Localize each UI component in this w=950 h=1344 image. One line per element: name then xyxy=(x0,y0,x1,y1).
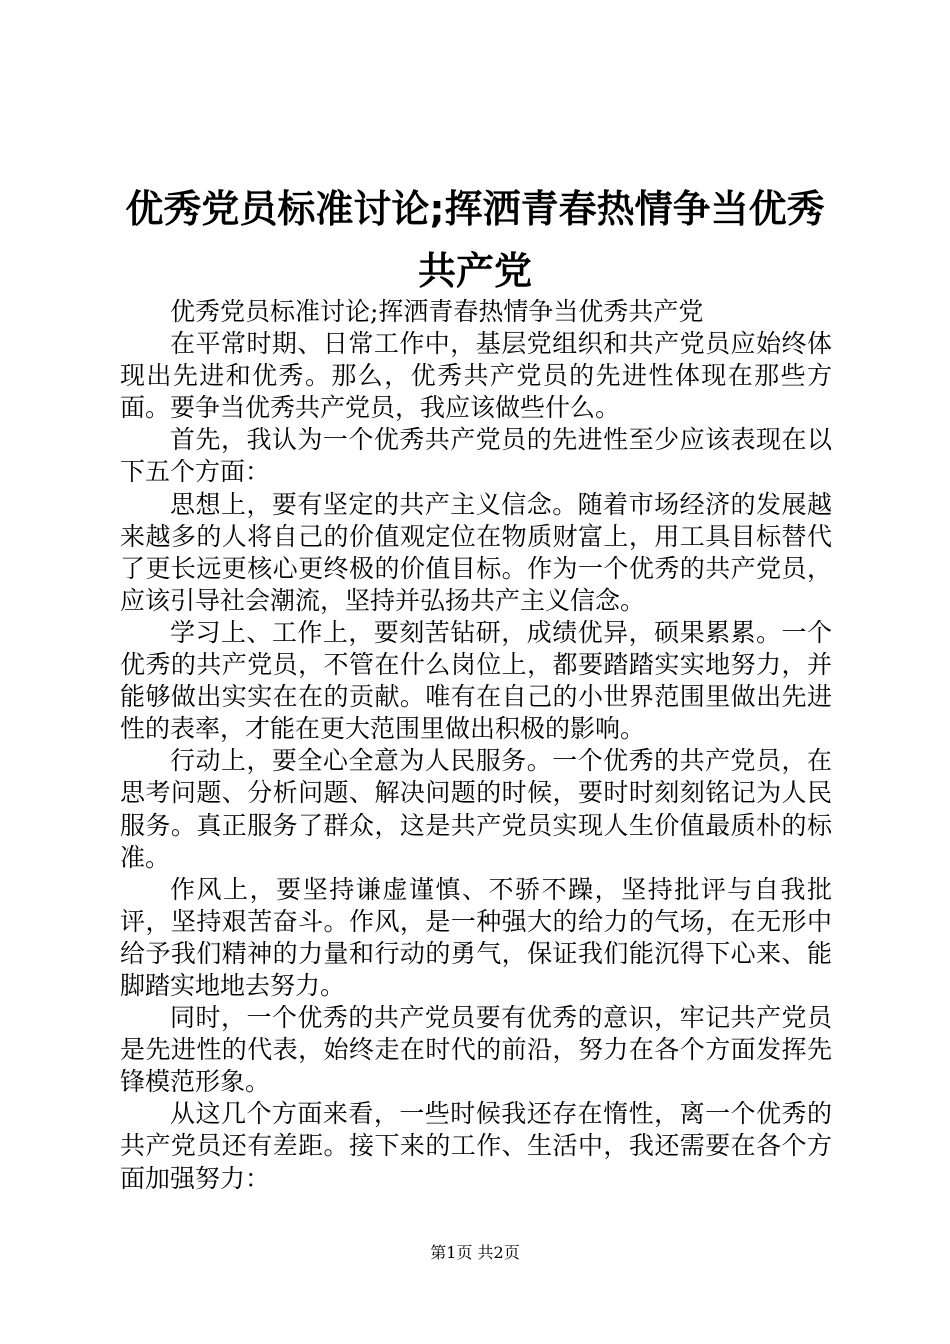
paragraph: 作风上，要坚持谦虚谨慎、不骄不躁，坚持批评与自我批评，坚持艰苦奋斗。作风，是一种强大的给力的气场，在无形中给予我们精神的力量和行动的勇气，保证我们能沉得下心来、能脚踏实地地去努力。 xyxy=(120,874,832,1000)
document-title: 优秀党员标准讨论;挥洒青春热情争当优秀共产党 xyxy=(125,187,825,293)
paragraph: 思想上，要有坚定的共产主义信念。随着市场经济的发展越来越多的人将自己的价值观定位在物质财富上，用工具目标替代了更长远更核心更终极的价值目标。作为一个优秀的共产党员，应该引导社会潮流，坚持并弘扬共产主义信念。 xyxy=(120,489,832,615)
paragraph: 在平常时期、日常工作中，基层党组织和共产党员应始终体现出先进和优秀。那么，优秀共产党员的先进性体现在那些方面。要争当优秀共产党员，我应该做些什么。 xyxy=(120,329,832,423)
paragraph: 优秀党员标准讨论;挥洒青春热情争当优秀共产党 xyxy=(170,297,704,326)
paragraph: 首先，我认为一个优秀共产党员的先进性至少应该表现在以下五个方面： xyxy=(120,425,832,487)
page-footer: 第1页 共2页 xyxy=(430,1243,520,1262)
paragraph: 从这几个方面来看，一些时候我还存在惰性，离一个优秀的共产党员还有差距。接下来的工作、生活中，我还需要在各个方面加强努力： xyxy=(120,1099,832,1193)
paragraph: 行动上，要全心全意为人民服务。一个优秀的共产党员，在思考问题、分析问题、解决问题的时候，要时时刻刻铭记为人民服务。真正服务了群众，这是共产党员实现人生价值最质朴的标准。 xyxy=(120,746,832,872)
paragraph: 同时，一个优秀的共产党员要有优秀的意识，牢记共产党员是先进性的代表，始终走在时代的前沿，努力在各个方面发挥先锋模范形象。 xyxy=(120,1003,832,1097)
paragraph: 学习上、工作上，要刻苦钻研，成绩优异，硕果累累。一个优秀的共产党员，不管在什么岗位上，都要踏踏实实地努力，并能够做出实实在在的贡献。唯有在自己的小世界范围里做出先进性的表率，才能在更大范围里做出积极的影响。 xyxy=(120,617,832,744)
document-body xyxy=(120,296,832,1195)
